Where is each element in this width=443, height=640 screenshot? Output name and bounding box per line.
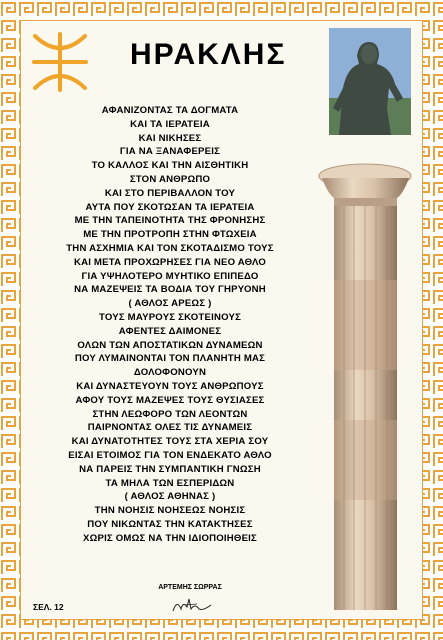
poem-line: ΚΑΙ ΔΥΝΑΤΟΤΗΤΕΣ ΤΟΥΣ ΣΤΑ ΧΕΡΙΑ ΣΟΥ <box>71 436 269 448</box>
poem-line: ΠΑΙΡΝΟΝΤΑΣ ΟΛΕΣ ΤΙΣ ΔΥΝΑΜΕΙΣ <box>87 422 253 434</box>
poem-line: ΚΑΙ ΝΙΚΗΣΕΣ <box>138 132 202 144</box>
poem-line: ΚΑΙ ΣΤΟ ΠΕΡΙΒΑΛΛΟΝ ΤΟΥ <box>104 187 236 199</box>
poem-line: ΤΗΝ ΑΣΧΗΜΙΑ ΚΑΙ ΤΟΝ ΣΚΟΤΑΔΙΣΜΟ ΤΟΥΣ <box>66 242 274 254</box>
poem-line: ( ΑΘΛΟΣ ΑΘΗΝΑΣ ) <box>124 491 216 503</box>
page-title: ΗΡΑΚΛΗΣ <box>130 38 287 71</box>
page-number: ΣΕΛ. 12 <box>33 602 64 612</box>
poem-line: ΠΟΥ ΝΙΚΩΝΤΑΣ ΤΗΝ ΚΑΤΑΚΤΗΣΕΣ <box>87 518 253 530</box>
poem-line: ΤΟΥΣ ΜΑΥΡΟΥΣ ΣΚΟΤΕΙΝΟΥΣ <box>98 311 242 323</box>
zodiac-glyph-icon <box>30 30 90 94</box>
poem-line: ΚΑΙ ΤΑ ΙΕΡΑΤΕΙΑ <box>130 118 210 130</box>
poem-line: ΤΟ ΚΑΛΛΟΣ ΚΑΙ ΤΗΝ ΑΙΣΘΗΤΙΚΗ <box>91 160 249 172</box>
poem-line: ΚΑΙ ΔΥΝΑΣΤΕΥΟΥΝ ΤΟΥΣ ΑΝΘΡΩΠΟΥΣ <box>76 380 264 392</box>
poem-line: ΠΟΥ ΛΥΜΑΙΝΟΝΤΑΙ ΤΟΝ ΠΛΑΝΗΤΗ ΜΑΣ <box>74 353 266 365</box>
poem-line: ΓΙΑ ΥΨΗΛΟΤΕΡΟ ΜΥΗΤΙΚΟ ΕΠΙΠΕΔΟ <box>81 270 259 282</box>
poem-line: ΧΩΡΙΣ ΟΜΩΣ ΝΑ ΤΗΝ ΙΔΙΟΠΟΙΗΘΕΙΣ <box>82 532 257 544</box>
poem-line: ΜΕ ΤΗΝ ΠΡΟΤΡΟΠΗ ΣΤΗΝ ΦΤΩΧΕΙΑ <box>83 229 257 241</box>
handwritten-signature <box>167 595 217 615</box>
poem-text <box>40 104 300 546</box>
poem-line: ΑΦΟΥ ΤΟΥΣ ΜΑΖΕΨΕΣ ΤΟΥΣ ΘΥΣΙΑΣΕΣ <box>75 394 265 406</box>
poem-line: ΜΕ ΤΗΝ ΤΑΠΕΙΝΟΤΗΤΑ ΤΗΣ ΦΡΟΝΗΣΗΣ <box>74 215 266 227</box>
poem-line: ΝΑ ΜΑΖΕΨΕΙΣ ΤΑ ΒΟΔΙΑ ΤΟΥ ΓΗΡΥΟΝΗ <box>74 284 266 296</box>
poem-line: ΟΛΩΝ ΤΩΝ ΑΠΟΣΤΑΤΙΚΩΝ ΔΥΝΑΜΕΩΝ <box>77 339 263 351</box>
poem-line: ΑΥΤΑ ΠΟΥ ΣΚΟΤΩΣΑΝ ΤΑ ΙΕΡΑΤΕΙΑ <box>85 201 255 213</box>
poem-line: ΕΙΣΑΙ ΕΤΟΙΜΟΣ ΓΙΑ ΤΟΝ ΕΝΔΕΚΑΤΟ ΑΘΛΟ <box>68 449 272 461</box>
poem-line: ΣΤΟΝ ΑΝΘΡΩΠΟ <box>129 173 211 185</box>
poem-line: ΚΑΙ ΜΕΤΑ ΠΡΟΧΩΡΗΣΕΣ ΓΙΑ ΝΕΟ ΑΘΛΟ <box>73 256 267 268</box>
poem-line: ΓΙΑ ΝΑ ΞΑΝΑΦΕΡΕΙΣ <box>119 146 221 158</box>
doric-column-image <box>318 160 413 610</box>
poem-line: ΤΑ ΜΗΛΑ ΤΩΝ ΕΣΠΕΡΙΔΩΝ <box>105 477 235 489</box>
poem-line: ΔΟΛΟΦΟΝΟΥΝ <box>133 367 207 379</box>
poem-line: ΤΗΝ ΝΟΗΣΙΣ ΝΟΗΣΕΩΣ ΝΟΗΣΙΣ <box>94 505 246 517</box>
poem-line: ΣΤΗΝ ΛΕΩΦΟΡΟ ΤΩΝ ΛΕΟΝΤΩΝ <box>92 408 248 420</box>
author-name: ΑΡΤΕΜΗΣ ΣΩΡΡΑΣ <box>158 584 222 591</box>
hercules-statue-photo <box>329 28 411 135</box>
poem-line: ΑΦΑΝΙΖΟΝΤΑΣ ΤΑ ΔΟΓΜΑΤΑ <box>101 105 239 116</box>
poem-line: ( ΑΘΛΟΣ ΑΡΕΩΣ ) <box>128 298 212 310</box>
poem-line: ΑΦΕΝΤΕΣ ΔΑΙΜΟΝΕΣ <box>118 325 222 337</box>
poem-line: ΝΑ ΠΑΡΕΙΣ ΤΗΝ ΣΥΜΠΑΝΤΙΚΗ ΓΝΩΣΗ <box>79 463 261 475</box>
